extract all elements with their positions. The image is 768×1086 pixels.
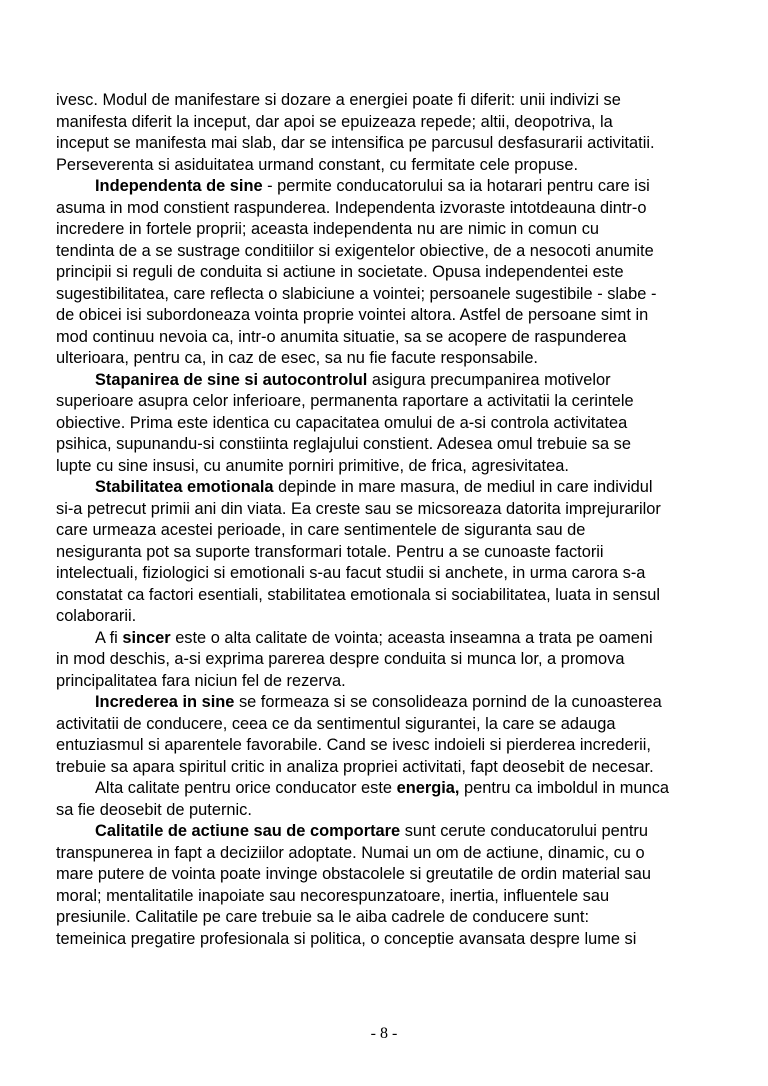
text-line — [56, 821, 768, 843]
text-run: mare putere de vointa poate invinge obstacolele si greutatile de ordin material sau — [56, 865, 651, 883]
text-run: inceput se manifesta mai slab, dar se intensifica pe parcusul desfasurarii activitatii. — [56, 134, 655, 152]
text-run: psihica, supunandu-si constiinta reglajului constient. Adesea omul trebuie sa se — [56, 435, 631, 453]
text-line — [56, 714, 768, 736]
text-line — [56, 155, 768, 177]
text-line — [56, 456, 768, 478]
text-run: ivesc. Modul de manifestare si dozare a energiei poate fi diferit: unii indivizi se — [56, 91, 621, 109]
text-line — [56, 198, 768, 220]
text-line — [56, 542, 768, 564]
text-line — [56, 262, 768, 284]
text-run: constatat ca factori esentiali, stabilitatea emotionala si sociabilitatea, luata in sensul — [56, 585, 661, 604]
text-line — [56, 241, 768, 263]
text-line — [56, 284, 768, 306]
text-run: incredere in fortele proprii; aceasta independenta nu are nimic in comun cu — [56, 220, 600, 238]
text-run: moral; mentalitatile inapoiate sau necorespunzatoare, inertia, influentele sau — [56, 886, 610, 905]
text-line — [56, 778, 768, 800]
text-run: sunt cerute conducatorului pentru — [400, 822, 648, 840]
text-run: presiunile. Calitatile pe care trebuie sa le aiba cadrele de conducere sunt: — [56, 908, 590, 926]
text-line — [56, 929, 768, 951]
text-run: colaborarii. — [56, 607, 137, 625]
text-line — [56, 176, 768, 198]
text-line — [56, 499, 768, 521]
text-run: Alta calitate pentru orice conducator este — [95, 779, 397, 797]
text-run: sa fie deosebit de puternic. — [56, 800, 252, 819]
text-run: activitatii de conducere, ceea ce da sentimentul sigurantei, la care se adauga — [56, 714, 616, 733]
bold-term: energia, — [396, 779, 460, 797]
bold-term: sincer — [122, 628, 171, 647]
bold-term: Calitatile de actiune sau de comportare — [95, 822, 401, 840]
bold-term: Stapanirea de sine si autocontrolul — [95, 370, 368, 389]
text-run: entuziasmul si aparentele favorabile. Cand se ivesc indoieli si pierderea increderii, — [56, 736, 651, 754]
text-line — [56, 671, 768, 693]
text-run: principii si reguli de conduita si actiune in societate. Opusa independentei este — [56, 263, 624, 281]
text-run: pentru ca imboldul in munca — [459, 779, 670, 797]
text-run: in mod deschis, a-si exprima parerea despre conduita si munca lor, a promova — [56, 650, 625, 668]
text-line — [56, 219, 768, 241]
text-run: tendinta de a se sustrage conditiilor si exigentelor obiective, de a nesocoti anumite — [56, 241, 654, 260]
text-run: ulterioara, pentru ca, in caz de esec, sa nu fie facute responsabile. — [56, 349, 538, 367]
text-line — [56, 133, 768, 155]
text-line — [56, 757, 768, 779]
text-line — [56, 864, 768, 886]
text-run: mod continuu nevoia ca, intr-o anumita situatie, sa se acopere de raspunderea — [56, 327, 627, 346]
bold-term: Independenta de sine — [95, 177, 263, 195]
text-line — [56, 692, 768, 714]
text-run: si-a petrecut primii ani din viata. Ea creste sau se micsoreaza datorita imprejurarilor — [56, 499, 661, 518]
text-line — [56, 370, 768, 392]
text-line — [56, 606, 768, 628]
text-line — [56, 112, 768, 134]
text-line — [56, 327, 768, 349]
text-run: trebuie sa apara spiritul critic in analiza propriei activitati, fapt deosebit de necesar. — [56, 757, 654, 776]
text-run: sugestibilitatea, care reflecta o slabiciune a vointei; persoanele sugestibile - slabe - — [56, 284, 657, 303]
text-line — [56, 843, 768, 865]
text-line — [56, 628, 768, 650]
text-run: Perseverenta si asiduitatea urmand constant, cu fermitate cele propuse. — [56, 155, 579, 174]
text-run: A fi — [95, 628, 123, 647]
text-run: se formeaza si se consolideaza pornind de la cunoasterea — [234, 693, 662, 711]
text-line — [56, 90, 768, 112]
text-line — [56, 434, 768, 456]
text-run: superioare asupra celor inferioare, permanenta raportare a activitatii la cerintele — [56, 392, 634, 410]
text-run: transpunerea in fapt a deciziilor adoptate. Numai un om de actiune, dinamic, cu o — [56, 843, 645, 862]
text-line — [56, 649, 768, 671]
text-line — [56, 520, 768, 542]
text-run: asuma in mod constient raspunderea. Independenta izvoraste intotdeauna dintr-o — [56, 198, 647, 217]
text-line — [56, 348, 768, 370]
text-line — [56, 585, 768, 607]
bold-term: Stabilitatea emotionala — [95, 478, 274, 496]
text-line — [56, 391, 768, 413]
page-number: - 8 - — [370, 1025, 398, 1042]
text-line — [56, 305, 768, 327]
text-run: manifesta diferit la inceput, dar apoi se epuizeaza repede; altii, deopotriva, la — [56, 112, 613, 131]
text-line — [56, 477, 768, 499]
text-run: de obicei isi subordoneaza vointa proprie vointei altora. Astfel de persoane simt in — [56, 306, 649, 324]
text-line — [56, 413, 768, 435]
text-run: temeinica pregatire profesionala si politica, o conceptie avansata despre lume si — [56, 929, 637, 948]
bold-term: Increderea in sine — [95, 693, 235, 711]
text-run: nesiguranta pot sa suporte transformari totale. Pentru a se cunoaste factorii — [56, 542, 604, 561]
text-run: obiective. Prima este identica cu capacitatea omului de a-si controla activitatea — [56, 413, 628, 432]
text-run: care urmeaza acestei perioade, in care sentimentele de siguranta sau de — [56, 521, 586, 539]
text-run: intelectuali, fiziologici si emotionali s-au facut studii si anchete, in urma carora s-a — [56, 564, 646, 582]
body-text — [56, 90, 768, 950]
text-line — [56, 563, 768, 585]
text-run: principalitatea fara niciun fel de rezerva. — [56, 671, 346, 690]
text-run: este o alta calitate de vointa; aceasta inseamna a trata pe oameni — [170, 628, 653, 647]
text-run: depinde in mare masura, de mediul in care individul — [273, 478, 653, 496]
text-line — [56, 886, 768, 908]
text-run: - permite conducatorului sa ia hotarari pentru care isi — [262, 177, 650, 195]
text-run: asigura precumpanirea motivelor — [367, 370, 611, 389]
text-line — [56, 907, 768, 929]
text-line — [56, 800, 768, 822]
text-line — [56, 735, 768, 757]
text-run: lupte cu sine insusi, cu anumite porniri primitive, de frica, agresivitatea. — [56, 456, 569, 475]
